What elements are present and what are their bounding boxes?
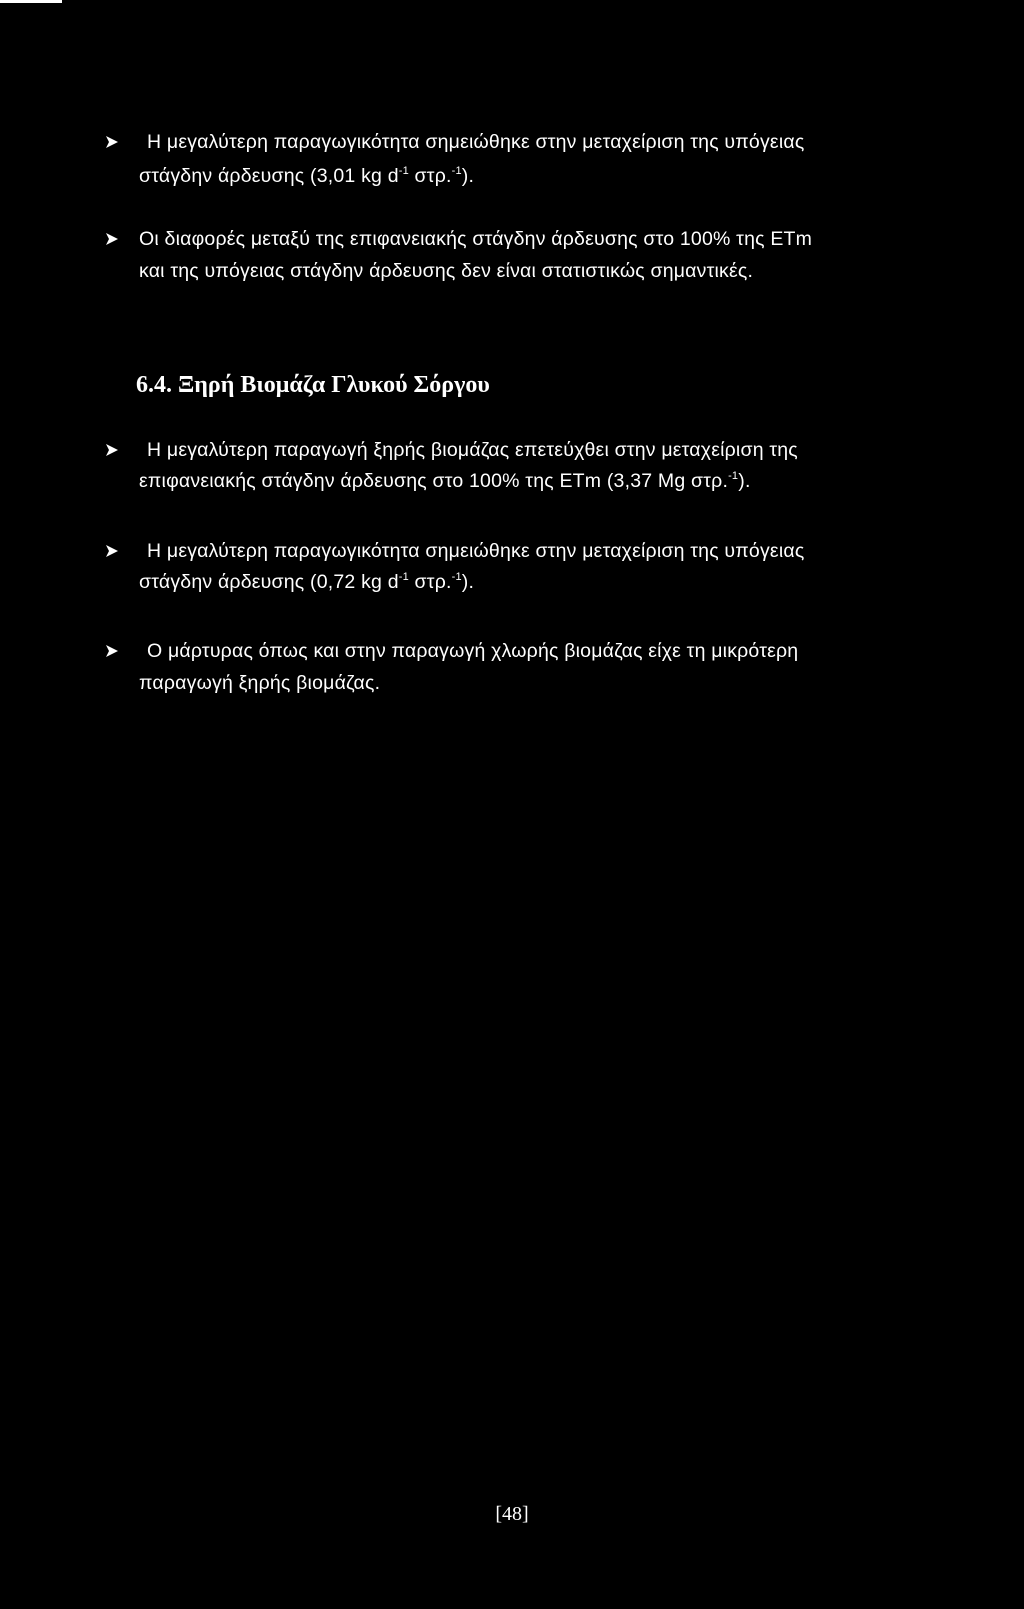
page-number: [48] — [495, 1503, 529, 1525]
bullet-item — [105, 540, 885, 593]
arrow-bullet-icon — [105, 440, 119, 460]
bullet-text: Η μεγαλύτερη παραγωγή ξηρής βιομάζας επετεύχθει στην μεταχείριση της — [147, 439, 798, 461]
bullet-text-continued: παραγωγή ξηρής βιομάζας. — [139, 672, 381, 694]
bullet-text: Ο μάρτυρας όπως και στην παραγωγή χλωρής βιομάζας είχε τη μικρότερη — [147, 640, 799, 662]
section-heading: 6.4. Ξηρή Βιομάζα Γλυκού Σόργου — [136, 372, 490, 398]
bullet-text: Η μεγαλύτερη παραγωγικότητα σημειώθηκε στην μεταχείριση της υπόγειας — [147, 540, 805, 562]
arrow-bullet-icon — [105, 641, 119, 661]
bullet-text-continued: στάγδην άρδευσης (3,01 kg $d^{-1}$ στρ.$^{-1}$). — [139, 165, 475, 187]
bullet-text-continued: και της υπόγειας στάγδην άρδευσης δεν είναι στατιστικώς σημαντικές. — [139, 260, 754, 282]
arrow-bullet-icon — [105, 132, 119, 152]
arrow-bullet-icon — [105, 229, 119, 249]
bullet-text: Οι διαφορές μεταξύ της επιφανειακής στάγδην άρδευσης στο 100% της ETm — [139, 228, 813, 250]
bullet-text-continued: στάγδην άρδευσης (0,72 kg $d^{-1}$ στρ.$^{-1}$). — [139, 571, 475, 593]
bullet-item — [105, 640, 885, 694]
arrow-bullet-icon — [105, 541, 119, 561]
bullet-item — [105, 131, 885, 187]
bullet-text: Η μεγαλύτερη παραγωγικότητα σημειώθηκε στην μεταχείριση της υπόγειας — [147, 131, 805, 153]
bullet-item — [105, 228, 885, 282]
scan-edge-mark — [0, 0, 62, 3]
bullet-item — [105, 439, 885, 492]
bullet-text-continued: επιφανειακής στάγδην άρδευσης στο 100% της ETm (3,37 Mg στρ.$^{-1}$). — [139, 470, 751, 492]
